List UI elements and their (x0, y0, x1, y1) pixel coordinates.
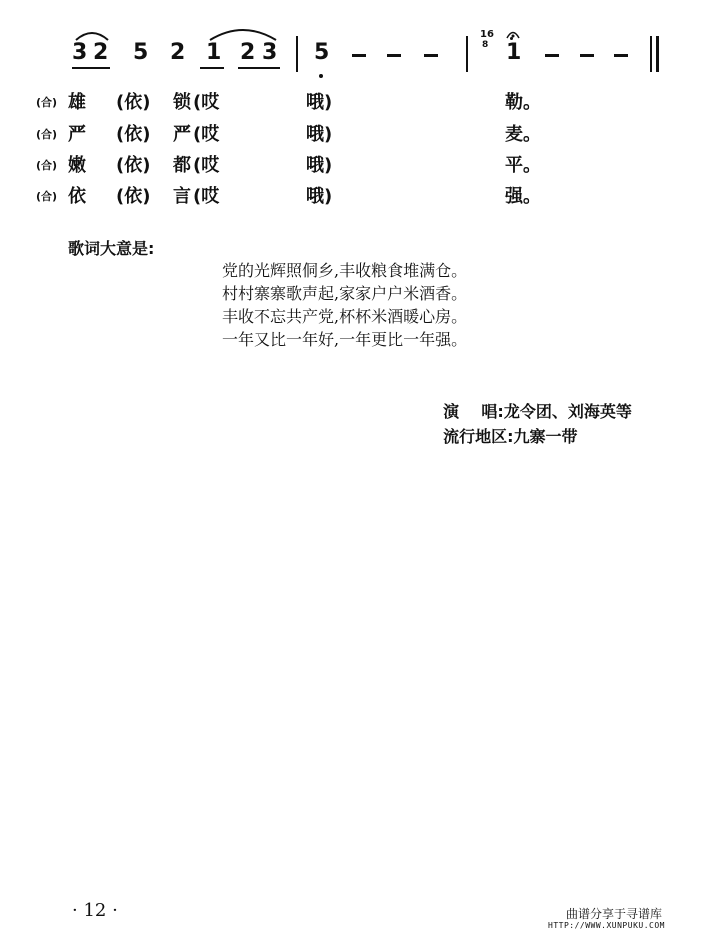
note: 1 (206, 40, 222, 65)
summary-line: 丰收不忘共产党,杯杯米酒暖心房。 (222, 307, 468, 326)
lyrics-row (0, 88, 705, 118)
lyric-word: 麦。 (505, 124, 541, 145)
fermata-icon (506, 29, 520, 39)
lyric-word: 哦) (306, 92, 333, 113)
final-bar-thick (656, 36, 659, 72)
note: 2 (240, 40, 256, 65)
page-number: · 12 · (72, 900, 118, 921)
dash (545, 54, 559, 57)
part-mark: (合) (36, 190, 58, 203)
dash (580, 54, 594, 57)
lyric-word: 都 (173, 155, 191, 176)
underline (72, 67, 110, 69)
lyric-word: 哦) (306, 186, 333, 207)
bar-line (466, 36, 468, 72)
lyric-word: 勒。 (505, 92, 541, 113)
underline (200, 67, 224, 69)
lyric-word: 嫩 (68, 155, 86, 176)
dash (352, 54, 366, 57)
lyric-word: (哎 (193, 124, 220, 145)
singer-names: 龙令团、刘海英等 (503, 402, 632, 421)
lyric-word: 哦) (306, 124, 333, 145)
lyric-word: 雄 (68, 92, 86, 113)
lyric-word: 哦) (306, 155, 333, 176)
slur-arc (208, 26, 278, 42)
final-bar-thin (650, 36, 652, 72)
note: 3 (72, 40, 88, 65)
underline (238, 67, 280, 69)
lyric-word: 言 (173, 186, 191, 207)
region-name: 九寨一带 (513, 427, 578, 446)
note: 2 (170, 40, 186, 65)
dash (614, 54, 628, 57)
lyric-word: (哎 (193, 186, 220, 207)
note: 1 (506, 40, 522, 65)
time-signature-top: 16 (480, 29, 494, 40)
lyric-word: 强。 (505, 186, 541, 207)
summary-line: 村村寨寨歌声起,家家户户米酒香。 (222, 284, 468, 303)
singer-label: 演 唱: (443, 402, 504, 421)
note: 3 (262, 40, 278, 65)
bar-line (296, 36, 298, 72)
lyric-word: 严 (173, 124, 191, 145)
lyric-word: 严 (68, 124, 86, 145)
lyric-word: (依) (116, 155, 151, 176)
lyric-word: (依) (116, 186, 151, 207)
part-mark: (合) (36, 96, 58, 109)
dash (424, 54, 438, 57)
dash (387, 54, 401, 57)
lower-octave-dot (319, 74, 323, 78)
summary-line: 党的光辉照侗乡,丰收粮食堆满仓。 (222, 261, 468, 280)
note: 2 (93, 40, 109, 65)
watermark-text: 曲谱分享于寻谱库 (566, 907, 663, 921)
lyric-word: (依) (116, 124, 151, 145)
lyric-word: (哎 (193, 155, 220, 176)
lyrics-row (0, 151, 705, 181)
summary-line: 一年又比一年好,一年更比一年强。 (222, 330, 468, 349)
lyric-word: (哎 (193, 92, 220, 113)
part-mark: (合) (36, 128, 58, 141)
lyrics-row (0, 120, 705, 150)
lyric-word: 平。 (505, 155, 541, 176)
slur-arc (74, 28, 110, 42)
time-signature-bottom: 8 (482, 40, 489, 50)
lyric-word: 锁 (173, 92, 191, 113)
part-mark: (合) (36, 159, 58, 172)
summary-block (222, 258, 542, 350)
lyric-word: (依) (116, 92, 151, 113)
watermark-url: HTTP://WWW.XUNPUKU.COM (548, 921, 665, 930)
region-label: 流行地区: (443, 427, 514, 446)
region-credit (432, 405, 578, 447)
lyrics-row (0, 182, 705, 212)
summary-title: 歌词大意是: (68, 239, 155, 258)
note: 5 (314, 40, 330, 65)
note: 5 (133, 40, 149, 65)
notation-row (0, 29, 705, 80)
lyric-word: 依 (68, 186, 86, 207)
